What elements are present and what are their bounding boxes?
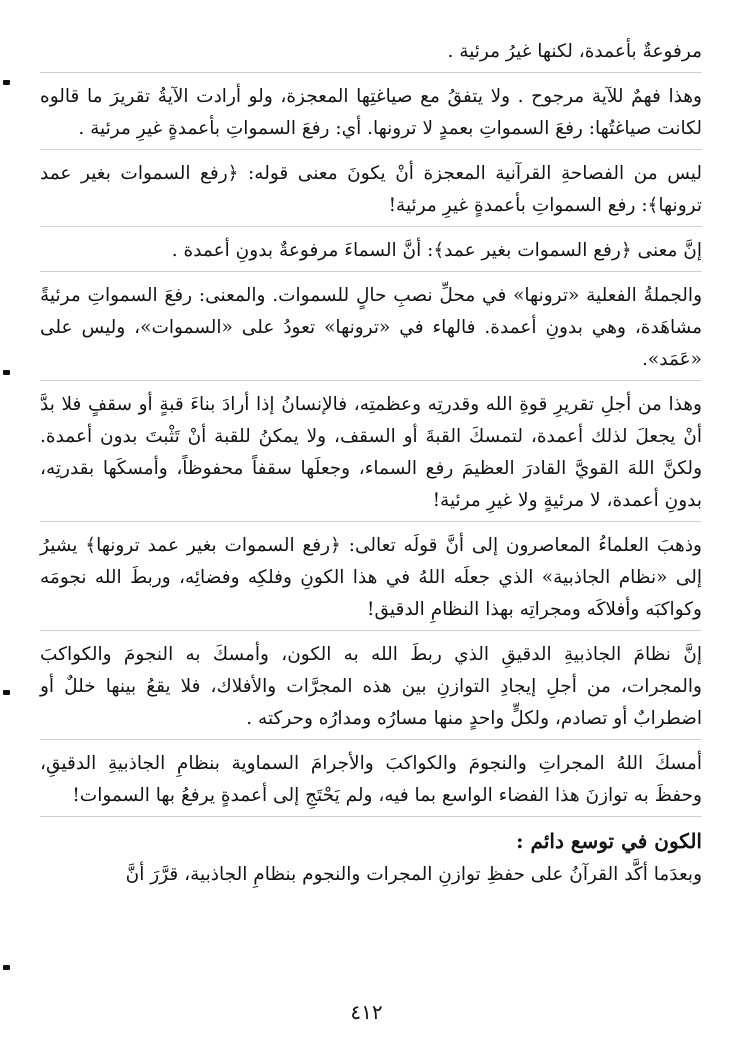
paragraph: وهذا من أجلِ تقريرِ قوةِ الله وقدرتِه وعظمتِه، فالإنسانُ إذا أرادَ بناءَ قبةٍ أو سقفٍ فلا بدَّ أنْ يجعلَ لذلك أعمدة، لتمسكَ القبةَ أو السقف، ولا يمكنُ للقبة أنْ تَثْبتَ بدون أعمدة. ولكنَّ اللهَ القويَّ القادرَ العظيمَ رفع السماء، وجعلَها سقفاً محفوظاً، وأمسكَها بقدرتِه، بدونِ أعمدة، لا مرئيةٍ ولا غيرِ مرئية! [40, 389, 702, 522]
paragraph: مرفوعةٌ بأعمدة، لكنها غيرُ مرئية . [40, 36, 702, 73]
paragraph: وذهبَ العلماءُ المعاصرون إلى أنَّ قولَه تعالى: ﴿رفع السموات بغير عمد ترونها﴾ يشيرُ إلى «نظام الجاذبية» الذي جعلَه اللهُ في هذا الكونِ وفلكِه وفضائِه، وربطَ الله نجومَه وكواكبَه وأفلاكَه ومجراتِه بهذا النظامِ الدقيق! [40, 530, 702, 631]
page-number: ٤١٢ [350, 1000, 383, 1024]
paragraph: ليس من الفصاحةِ القرآنية المعجزة أنْ يكونَ معنى قوله: ﴿رفع السموات بغير عمد ترونها﴾: رفع السمواتِ بأعمدةٍ غيرِ مرئية! [40, 158, 702, 227]
paragraph: أمسكَ اللهُ المجراتِ والنجومَ والكواكبَ والأجرامَ السماوية بنظامِ الجاذبيةِ الدقيقِ، وحفظَ به توازنَ هذا الفضاء الواسع بما فيه، ولم يَحْتَجِ إلى أعمدةٍ يرفعُ بها السموات! [40, 748, 702, 817]
margin-mark [3, 80, 10, 85]
paragraph: وبعدَما أكَّد القرآنُ على حفظِ توازنِ المجرات والنجوم بنظامِ الجاذبية، قرَّرَ أنَّ [125, 864, 702, 885]
page-body [40, 36, 702, 903]
paragraph: إنَّ نظامَ الجاذبيةِ الدقيقِ الذي ربطَ الله به الكون، وأمسكَ به النجومَ والكواكبَ والمجرات، من أجلِ إيجادِ التوازنِ بين هذه المجرَّات والأفلاك، فلا يقعُ بينها خللٌ أو اضطرابٌ أو تصادم، ولكلٍّ واحدٍ منها مسارُه ومدارُه وحركته . [40, 639, 702, 740]
paragraph: إنَّ معنى ﴿رفع السموات بغير عمد﴾: أنَّ السماءَ مرفوعةٌ بدونِ أعمدة . [40, 235, 702, 272]
margin-mark [3, 965, 10, 970]
section-heading: الكون في توسع دائم : [516, 829, 702, 853]
margin-mark [3, 690, 10, 695]
paragraph: والجملةُ الفعلية «ترونها» في محلِّ نصبِ حالٍ للسموات. والمعنى: رفعَ السمواتِ مرئيةً مشاهَدة، وهي بدونِ أعمدة. فالهاء في «ترونها» تعودُ على «السموات»، وليس على «عَمَد». [40, 280, 702, 381]
margin-mark [3, 370, 10, 375]
paragraph: وهذا فهمٌ للآية مرجوح . ولا يتفقُ مع صياغتِها المعجزة، ولو أرادت الآيةُ تقريرَ ما قالوه لكانت صياغتُها: رفعَ السمواتِ بعمدٍ لا ترونها. أي: رفعَ السمواتِ بأعمدةٍ غيرِ مرئية . [40, 81, 702, 150]
